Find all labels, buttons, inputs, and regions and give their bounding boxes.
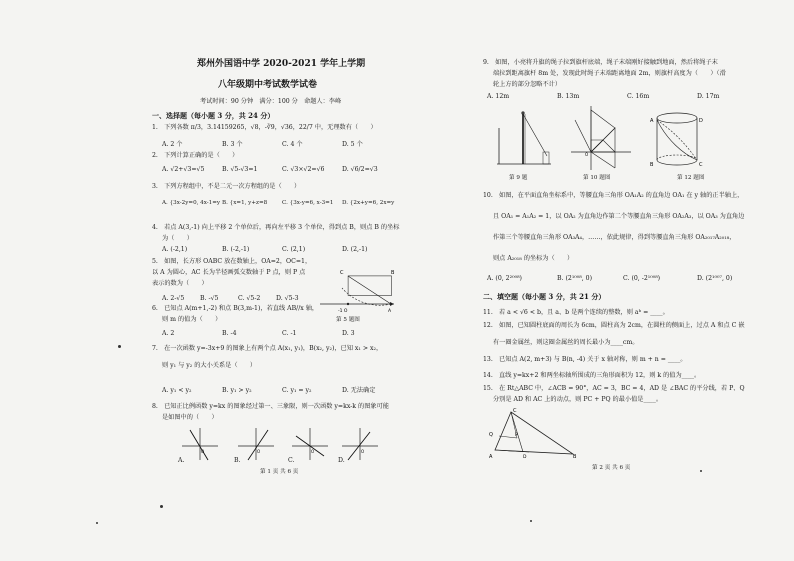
q5-figure-label: 第 5 题图	[336, 317, 360, 323]
q9-stem-line2: 端拉到距离旗杆 8m 处，发现此时绳子末端距离地面 2m，则旗杆高度为（ ）（滑	[493, 70, 726, 77]
q3-option-b[interactable]: B. {x=1, y+z=8	[222, 200, 268, 206]
page-footer-1: 第 1 页 共 6 页	[260, 469, 299, 475]
q8-stem-line1: 8. 已知正比例函数 y=kx 的图象经过第一、三象限，则一次函数 y=kx-k 的图象可能	[152, 403, 389, 410]
q9-stem-line3: 轮上方的部分忽略不计）	[493, 81, 562, 88]
q5-stem-line1: 5. 如图，长方形 OABC 放在数轴上，OA=2，OC=1，	[152, 258, 312, 265]
q2-option-d[interactable]: D. √6/2=√3	[342, 166, 378, 173]
svg-text:Q: Q	[489, 432, 493, 438]
page-footer-2: 第 2 页 共 6 页	[592, 465, 631, 471]
q9-option-c[interactable]: C. 16m	[627, 93, 650, 100]
q15-stem-line2: 分别是 AD 和 AC 上的动点，则 PC + PQ 的最小值是____。	[493, 396, 663, 403]
q9-stem-line1: 9. 如图，小亮将升旗的绳子拉到旗杆底端，绳子末端刚好接触到地面，然后将绳子末	[483, 59, 718, 66]
q5-option-d[interactable]: D. √5-3	[276, 295, 299, 302]
q4-stem-line2: 为（ ）	[162, 235, 193, 242]
q10-option-d[interactable]: D. (2¹⁰⁰⁷, 0)	[697, 275, 733, 282]
q8-option-b[interactable]: B.	[234, 457, 241, 464]
q13-stem: 13. 已知点 A(2, m+3) 与 B(n, -4) 关于 x 轴对称，则 m + n = ____。	[483, 356, 687, 363]
q3-option-a[interactable]: A. {3x-2y=0, 4x-1=y	[162, 200, 221, 206]
q1-option-c[interactable]: C. 4 个	[282, 141, 303, 148]
q2-option-b[interactable]: B. √5-√3=1	[222, 166, 258, 173]
q7-option-a[interactable]: A. y₁ < y₂	[162, 387, 192, 394]
svg-text:A: A	[388, 309, 392, 314]
q9-figure	[493, 108, 555, 170]
q10-figure-label: 第 10 题图	[583, 175, 611, 181]
q7-stem-line2: 则 y₁ 与 y₂ 的大小关系是（ ）	[162, 362, 257, 369]
q4-option-c[interactable]: C. (2,1)	[282, 246, 306, 253]
q10-stem-line1: 10. 如图，在平面直角坐标系中，等腰直角三角形 OA₁A₂ 的直角边 OA₁ 在 y 轴的正半轴上，	[483, 192, 744, 199]
q15-figure	[489, 406, 581, 460]
section-2-title: 二、填空题（每小题 3 分，共 21 分）	[483, 292, 606, 301]
q9-option-b[interactable]: B. 13m	[557, 93, 580, 100]
q1-option-d[interactable]: D. 5 个	[342, 141, 363, 148]
q10-figure	[569, 104, 633, 172]
svg-text:B: B	[391, 270, 395, 276]
q10-stem-line2: 且 OA₁ = A₁A₂ = 1，以 OA₂ 为直角边作第二个等腰直角三角形 OA₂A₃，以 OA₃ 为直角边	[493, 213, 745, 220]
q6-option-b[interactable]: B. -4	[222, 330, 237, 337]
scan-speck	[160, 505, 163, 508]
svg-text:D: D	[523, 455, 527, 460]
scan-speck	[118, 345, 121, 348]
svg-text:B: B	[573, 454, 577, 460]
svg-text:O: O	[201, 449, 205, 454]
q7-stem-line1: 7. 在一次函数 y=-3x+9 的图象上有两个点 A(x₁, y₁)，B(x₂, y₂)，已知 x₁ > x₂，	[152, 345, 383, 352]
q8-graph-c	[290, 426, 330, 462]
q15-stem-line1: 15. 在 Rt△ABC 中，∠ACB = 90°，AC = 3，BC = 4，AD 是 ∠BAC 的平分线，若 P、Q	[483, 385, 745, 392]
q2-option-c[interactable]: C. √3×√2=√6	[282, 166, 325, 173]
q14-stem: 14. 直线 y=kx+2 和两坐标轴所围成的三角形面积为 12，则 k 的值为____。	[483, 372, 701, 379]
q8-stem-line2: 是如图中的（ ）	[162, 414, 218, 421]
q1-option-a[interactable]: A. 2 个	[162, 141, 183, 148]
q8-option-a[interactable]: A.	[178, 457, 185, 464]
q10-stem-line3: 作第三个等腰直角三角形 OA₃A₄，……，依此规律，得到等腰直角三角形 OA₂₀₁₇A₂₀₁₈，	[493, 234, 736, 241]
q7-option-b[interactable]: B. y₁ > y₂	[222, 387, 252, 394]
q8-graph-a	[180, 426, 220, 462]
scan-speck	[96, 522, 98, 524]
q10-option-b[interactable]: B. (2¹⁰⁰⁸, 0)	[557, 275, 593, 282]
svg-text:O: O	[585, 152, 589, 157]
q5-option-c[interactable]: C. √5-2	[238, 295, 261, 302]
q5-figure	[318, 264, 396, 320]
svg-text:O: O	[257, 449, 261, 454]
q3-option-d[interactable]: D. {2x+y=6, 2x=y	[342, 200, 395, 206]
q12-figure	[647, 110, 709, 172]
q9-figure-label: 第 9 题	[509, 175, 528, 181]
q10-stem-line4: 则点 A₂₀₁₈ 的坐标为（ ）	[493, 255, 574, 262]
exam-title: 八年级期中考试数学试卷	[218, 80, 318, 90]
q5-stem-line3: 表示的数为（ ）	[152, 280, 208, 287]
q9-option-a[interactable]: A. 12m	[487, 93, 510, 100]
q6-stem-line2: 则 m 的值为（ ）	[162, 316, 222, 323]
school-title: 郑州外国语中学 2020-2021 学年上学期	[197, 59, 366, 69]
q2-stem: 2. 下列计算正确的是（ ）	[152, 152, 239, 159]
q3-option-c[interactable]: C. {3x-y=6, x-3=1	[282, 200, 334, 206]
q3-stem: 3. 下列方程组中，不是二元一次方程组的是（ ）	[152, 183, 301, 190]
q1-stem: 1. 下列各数 π/3，3.14159265，√8，-∛9，√36，22/7 中，无理数有（ ）	[152, 124, 377, 131]
svg-text:A: A	[650, 118, 654, 124]
scan-speck	[530, 520, 532, 522]
svg-text:C: C	[699, 162, 703, 168]
section-1-title: 一、选择题（每小题 3 分，共 24 分）	[152, 111, 275, 120]
q5-option-a[interactable]: A. 2-√5	[162, 295, 185, 302]
svg-text:B: B	[650, 162, 654, 168]
q8-graph-b	[236, 426, 276, 462]
q10-option-c[interactable]: C. (0, -2¹⁰⁰⁸)	[623, 275, 661, 282]
q6-option-a[interactable]: A. 2	[162, 330, 175, 337]
q8-option-c[interactable]: C.	[288, 457, 295, 464]
q7-option-c[interactable]: C. y₁ = y₂	[282, 387, 312, 394]
q12-stem-line2: 有一圈金属丝，则这圈金属丝的周长最小为____cm。	[493, 339, 639, 346]
q5-stem-line2: 以 A 为圆心，AC 长为半径画弧交数轴于 P 点，则 P 点	[152, 269, 306, 276]
q4-option-b[interactable]: B. (-2,-1)	[222, 246, 250, 253]
svg-text:P: P	[515, 433, 518, 438]
q2-option-a[interactable]: A. √2+√3=√5	[162, 166, 205, 173]
q6-stem-line1: 6. 已知点 A(m+1,-2) 和点 B(3,m-1)，若直线 AB//x 轴，	[152, 305, 319, 312]
q7-option-d[interactable]: D. 无法确定	[342, 387, 376, 394]
q1-option-b[interactable]: B. 3 个	[222, 141, 243, 148]
q12-stem-line1: 12. 如图，已知圆柱底面的周长为 6cm，圆柱高为 2cm，在圆柱的侧面上，过点 A 和点 C 嵌	[483, 322, 745, 329]
q12-figure-label: 第 12 题图	[677, 175, 705, 181]
scan-speck	[700, 470, 702, 472]
q6-option-c[interactable]: C. -1	[282, 330, 297, 337]
q6-option-d[interactable]: D. 3	[342, 330, 355, 337]
q4-option-d[interactable]: D. (2,-1)	[342, 246, 368, 253]
q5-option-b[interactable]: B. -√5	[200, 295, 219, 302]
exam-meta: 考试时间：90 分钟 满分：100 分 命题人：李峰	[200, 98, 342, 105]
svg-text:O: O	[311, 449, 315, 454]
q4-stem: 4. 若点 A(3,-1) 向上平移 2 个单位后，再向左平移 3 个单位，得到点 B，则点 B 的坐标	[152, 224, 400, 231]
q8-graph-d	[340, 426, 380, 462]
svg-text:D: D	[699, 118, 703, 124]
q10-option-a[interactable]: A. (0, 2²⁰⁰⁸)	[487, 275, 522, 282]
svg-text:C: C	[513, 408, 517, 414]
exam-page-2	[397, 0, 794, 561]
svg-text:O: O	[361, 449, 365, 454]
q8-option-d[interactable]: D.	[338, 457, 345, 464]
svg-text:C: C	[340, 270, 344, 276]
svg-text:A: A	[489, 454, 493, 460]
q11-stem: 11. 若 a < √6 < b，且 a、b 是两个连续的整数，则 aᵇ = ____。	[483, 309, 669, 316]
q4-option-a[interactable]: A. (-2,1)	[162, 246, 188, 253]
svg-text:-1 O: -1 O	[338, 309, 348, 314]
q9-option-d[interactable]: D. 17m	[697, 93, 720, 100]
